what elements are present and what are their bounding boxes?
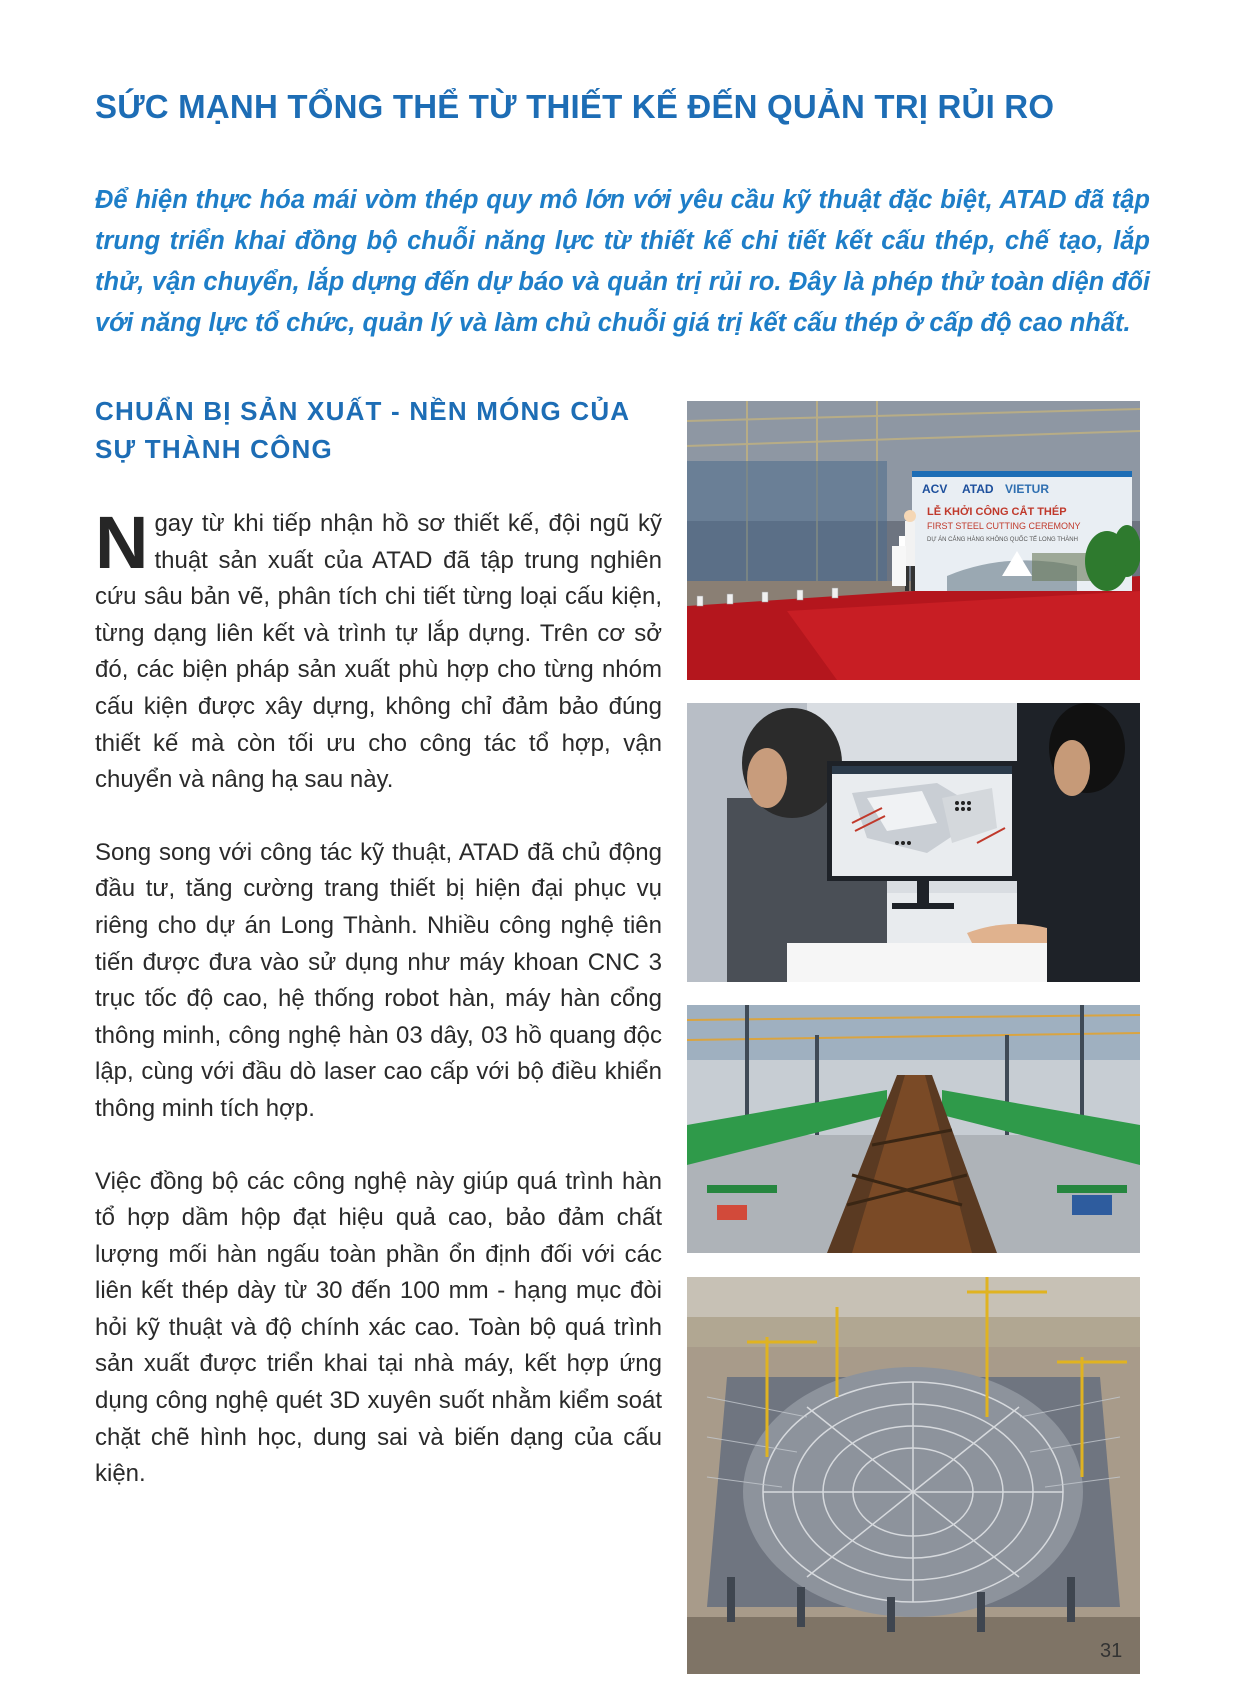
banner-line-3: DỰ ÁN CẢNG HÀNG KHÔNG QUỐC TẾ LONG THÀNH bbox=[927, 537, 1078, 543]
drop-cap: N bbox=[95, 501, 149, 584]
banner-line-2: FIRST STEEL CUTTING CEREMONY bbox=[927, 521, 1081, 531]
banner-line-1: LỄ KHỞI CÔNG CẮT THÉP bbox=[927, 506, 1067, 518]
body-paragraph-3: Việc đồng bộ các công nghệ này giúp quá trình hàn tổ hợp dầm hộp đạt hiệu quả cao, bảo đảm chất lượng mối hàn ngấu toàn phần ổn định đối với các liên kết thép dày từ 30 đến 100 mm - hạng mục đòi hỏi kỹ thuật và độ chính xác cao. Toàn bộ quá trình sản xuất được triển khai tại nhà máy, kết hợp ứng dụng công nghệ quét 3D xuyên suốt nhằm kiểm soát chặt chẽ hình học, dung sai và biến dạng của cấu kiện. bbox=[95, 1167, 662, 1488]
photo-aerial-steel-roof bbox=[687, 1277, 1140, 1674]
banner-brand-atad: ATAD bbox=[962, 482, 994, 496]
photo-engineers-3d-model bbox=[687, 703, 1140, 982]
photo-factory-box-girder bbox=[687, 1005, 1140, 1253]
page-title: SỨC MẠNH TỔNG THỂ TỪ THIẾT KẾ ĐẾN QUẢN TRỊ RỦI RO bbox=[95, 88, 1055, 125]
body-paragraph-1-text: gay từ khi tiếp nhận hồ sơ thiết kế, đội ngũ kỹ thuật sản xuất của ATAD đã tập trung nghiên cứu sâu bản vẽ, phân tích chi tiết từng loại cấu kiện, từng dạng liên kết và trình tự lắp dựng. Trên cơ sở đó, các biện pháp sản xuất phù hợp cho từng nhóm cấu kiện được xây dựng, không chỉ đảm bảo đúng thiết kế mà còn tối ưu cho công tác tổ hợp, vận chuyển và nâng hạ sau này. bbox=[95, 510, 662, 794]
photo-steel-cutting-ceremony bbox=[687, 401, 1140, 680]
banner-brand-vietur: VIETUR bbox=[1005, 482, 1050, 496]
body-paragraph-2: Song song với công tác kỹ thuật, ATAD đã chủ động đầu tư, tăng cường trang thiết bị hiện đại phục vụ riêng cho dự án Long Thành. Nhiều công nghệ tiên tiến được đưa vào sử dụng như máy khoan CNC 3 trục tốc độ cao, hệ thống robot hàn, máy hàn cổng thông minh, công nghệ hàn 03 dây, 03 hồ quang độc lập, cùng với đầu dò laser cao cấp với bộ điều khiển thông minh tích hợp. bbox=[95, 838, 662, 1122]
body-text-column bbox=[95, 501, 662, 1529]
lead-paragraph: Để hiện thực hóa mái vòm thép quy mô lớn với yêu cầu kỹ thuật đặc biệt, ATAD đã tập trung triển khai đồng bộ chuỗi năng lực từ thiết kế chi tiết kết cấu thép, chế tạo, lắp thử, vận chuyển, lắp dựng đến dự báo và quản trị rủi ro. Đây là phép thử toàn diện đối với năng lực tổ chức, quản lý và làm chủ chuỗi giá trị kết cấu thép ở cấp độ cao nhất. bbox=[95, 186, 1150, 337]
banner-brand-acv: ACV bbox=[922, 482, 948, 496]
section-heading: CHUẨN BỊ SẢN XUẤT - NỀN MÓNG CỦA SỰ THÀNH CÔNG bbox=[95, 396, 630, 464]
body-paragraph-1 bbox=[95, 501, 662, 799]
page-number: 31 bbox=[1100, 1640, 1123, 1662]
